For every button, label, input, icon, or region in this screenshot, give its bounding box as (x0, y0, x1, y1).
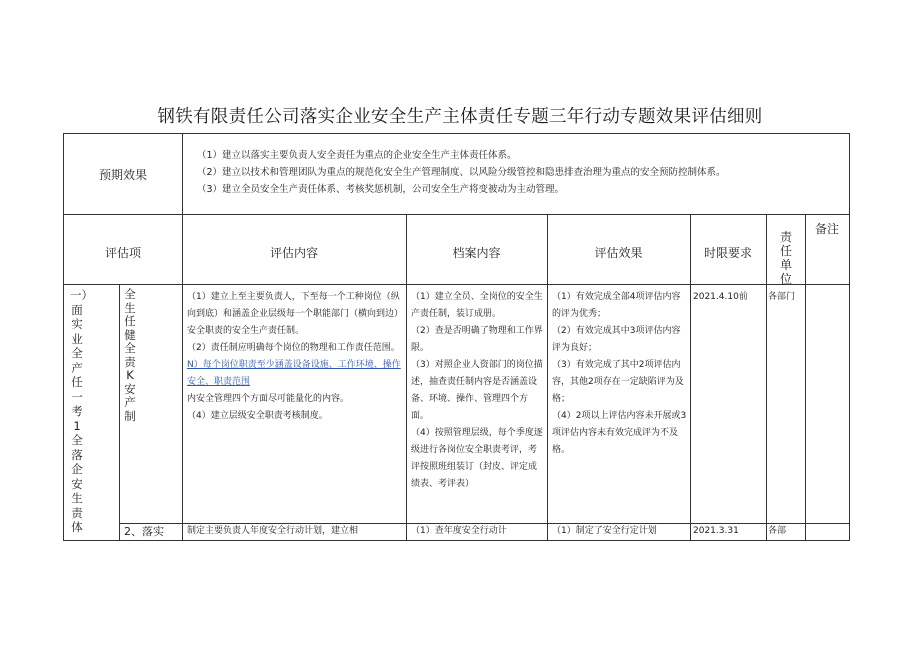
deadline-cell: 2021.4.10前 (693, 292, 748, 302)
effect-line: （3）有效完成了其中2项评估内容，其他2项存在一定缺陷评为及格； (552, 360, 684, 404)
content-line-highlight: N）每个岗位职责至少涵盖设备设施、工作环境、操作安全、职责范围 (187, 360, 401, 387)
archive-line: （2）查是否明确了物理和工作界限。 (411, 326, 543, 353)
category-label: 一）面实业全产任一考1全落企安生责体 (70, 288, 93, 534)
subitem-label: 全生任健全责K安产制 (124, 287, 136, 423)
effect-line: （4）2项以上评估内容未开展或3项评估内容未有效完成评为不及格。 (552, 411, 687, 455)
unit-cell: 各部门 (768, 292, 796, 302)
page-title: 钢铁有限责任公司落实企业安全生产主体责任专题三年行动专题效果评估细则 (157, 107, 763, 127)
header-deadline: 时限要求 (703, 246, 752, 260)
archive-line: （3）对照企业人资部门的岗位描述，抽查责任制内容是否涵盖设备、环境、操作、管理四个方面。 (411, 360, 543, 421)
header-content: 评估内容 (269, 246, 318, 260)
expected-lines (197, 147, 847, 198)
row2-archive: （1）查年度安全行动计 (411, 526, 507, 536)
content-cell (187, 289, 404, 425)
col-divider (547, 214, 548, 540)
col-divider (805, 214, 806, 540)
archive-line: （4）按照管理层级，每个季度逐级进行各岗位安全职责考评，考评按照班组装订（封皮、评定成绩表、考评表） (411, 428, 543, 489)
expected-line: （2）建立以技术和管理团队为重点的规范化安全生产管理制度、以风险分级管控和隐患排查治理为重点的安全预防控制体系。 (197, 167, 726, 178)
col-divider (766, 214, 767, 540)
expected-label: 预期效果 (98, 168, 147, 182)
header-note: 备注 (814, 222, 839, 236)
content-line: 内安全管理四个方面尽可能量化的内容。 (187, 394, 350, 404)
row2-effect: （1）制定了安全行定计划 (552, 526, 657, 536)
expected-line: （1）建立以落实主要负责人安全责任为重点的企业安全生产主体责任体系。 (197, 150, 517, 161)
row2-deadline: 2021.3.31 (693, 526, 739, 536)
effect-cell (552, 289, 688, 459)
col-divider (182, 134, 183, 540)
col-divider (406, 214, 407, 540)
expected-line: （3）建立全员安全生产责任体系、考核奖惩机制，公司安全生产将变被动为主动管理。 (197, 184, 565, 195)
col-divider (690, 214, 691, 540)
header-unit: 责任单位 (779, 230, 792, 286)
content-line: （2）责任制应明确每个岗位的物理和工作责任范围。 (187, 343, 400, 353)
col-divider (119, 284, 120, 540)
archive-line: （1）建立全员、全岗位的安全生产责任制，装订成册。 (411, 292, 543, 319)
header-item: 评估项 (104, 246, 141, 260)
effect-line: （1）有效完成全部4项评估内容的评为优秀； (552, 292, 681, 319)
header-archive: 档案内容 (452, 246, 501, 260)
effect-line: （2）有效完成其中3项评估内容评为良好； (552, 326, 681, 353)
row2-unit: 各部 (768, 526, 787, 536)
evaluation-table (63, 133, 850, 541)
header-effect: 评估效果 (594, 246, 643, 260)
row2-content: 制定主要负责人年度安全行动计划，建立相 (187, 526, 359, 536)
row2-subitem: 2、落实 (124, 525, 164, 538)
content-line: （1）建立上至主要负责人，下至每一个工种岗位（纵向到底）和涵盖企业层级每一个职能部门（横向到边）安全职责的安全生产责任制。 (187, 292, 404, 336)
content-line: （4）建立层级安全职责考核制度。 (187, 411, 328, 421)
archive-cell (411, 289, 545, 493)
